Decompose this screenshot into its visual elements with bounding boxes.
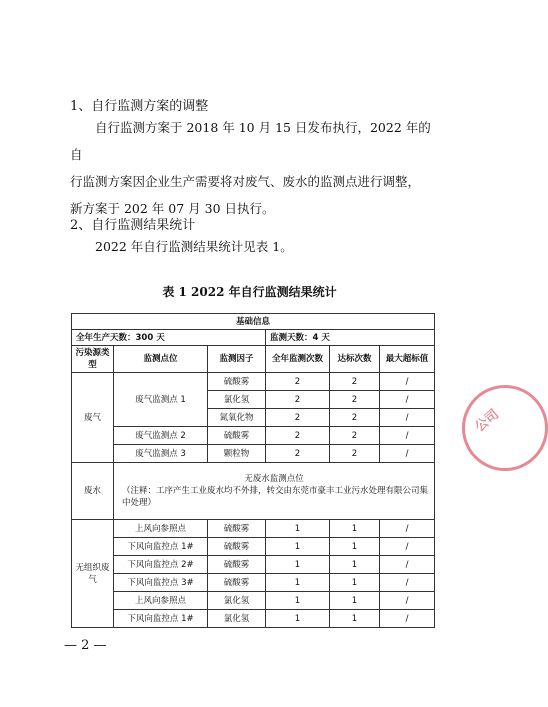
section1-line1: 自行监测方案于 2018 年 10 月 15 日发布执行，2022 年的自 (70, 120, 431, 162)
company-seal-stamp (462, 385, 548, 471)
factor-cell: 氮氧化物 (208, 409, 266, 427)
table-row (72, 427, 435, 445)
point-cell: 上风向参照点 (114, 592, 208, 610)
seal-text: 公司 (472, 406, 503, 436)
count-cell: 1 (266, 574, 330, 592)
table-row (72, 520, 435, 538)
point-cell: 废气监测点 2 (114, 427, 208, 445)
count-cell: 2 (266, 427, 330, 445)
max-cell: / (380, 427, 435, 445)
count-cell: 1 (266, 538, 330, 556)
max-cell: / (380, 445, 435, 463)
section2-heading: 2、自行监测结果统计 (70, 218, 196, 233)
wastewater-type: 废水 (72, 463, 114, 520)
header-point: 监测点位 (114, 346, 208, 373)
count-cell: 1 (266, 520, 330, 538)
compliance-cell: 2 (330, 373, 380, 391)
count-cell: 2 (266, 391, 330, 409)
table-row (72, 610, 435, 628)
factor-cell: 硫酸雾 (208, 574, 266, 592)
compliance-cell: 1 (330, 520, 380, 538)
header-factor: 监测因子 (208, 346, 266, 373)
table-row (72, 373, 435, 391)
table-caption: 表 1 2022 年自行监测结果统计 (162, 285, 337, 299)
max-cell: / (380, 520, 435, 538)
exhaust-point: 废气监测点 1 (114, 373, 208, 427)
count-cell: 1 (266, 592, 330, 610)
table-row (72, 538, 435, 556)
max-cell: / (380, 391, 435, 409)
table-row (72, 463, 435, 520)
count-cell: 2 (266, 409, 330, 427)
max-cell: / (380, 592, 435, 610)
max-cell: / (380, 556, 435, 574)
factor-cell: 硫酸雾 (208, 373, 266, 391)
section2-paragraph: 2022 年自行监测结果统计见表 1。 (95, 239, 293, 254)
compliance-cell: 1 (330, 574, 380, 592)
compliance-cell: 1 (330, 538, 380, 556)
point-cell: 下风向监控点 2# (114, 556, 208, 574)
count-cell: 1 (266, 610, 330, 628)
wastewater-note-cell (114, 463, 435, 520)
factor-cell: 硫酸雾 (208, 538, 266, 556)
compliance-cell: 1 (330, 610, 380, 628)
header-max-exceed: 最大超标值 (380, 346, 435, 373)
factor-cell: 氯化氢 (208, 592, 266, 610)
fugitive-type: 无组织废气 (72, 520, 114, 628)
point-cell: 下风向监控点 1# (114, 538, 208, 556)
max-cell: / (380, 409, 435, 427)
max-cell: / (380, 574, 435, 592)
factor-cell: 氯化氢 (208, 610, 266, 628)
max-cell: / (380, 610, 435, 628)
section1-paragraph (70, 114, 440, 222)
factor-cell: 硫酸雾 (208, 520, 266, 538)
factor-cell: 硫酸雾 (208, 556, 266, 574)
monitoring-days: 监测天数：4 天 (266, 330, 435, 346)
section1-heading: 1、自行监测方案的调整 (70, 99, 209, 114)
max-cell: / (380, 373, 435, 391)
production-days: 全年生产天数：300 天 (72, 330, 266, 346)
header-count: 全年监测次数 (266, 346, 330, 373)
section1-line2: 行监测方案因企业生产需要将对废气、废水的监测点进行调整， (70, 174, 421, 189)
table-row (72, 592, 435, 610)
header-source-type: 污染源类型 (72, 346, 114, 373)
point-cell: 废气监测点 3 (114, 445, 208, 463)
count-cell: 1 (266, 556, 330, 574)
compliance-cell: 2 (330, 409, 380, 427)
page-number: — 2 — (64, 638, 107, 653)
factor-cell: 颗粒物 (208, 445, 266, 463)
wastewater-note-line1: 无废水监测点位 (244, 474, 304, 484)
factor-cell: 氯化氢 (208, 391, 266, 409)
table-row (72, 574, 435, 592)
wastewater-note-line2: （注释：工序产生工业废水均不外排，转交由东莞市豪丰工业污水处理有限公司集中处理） (122, 486, 429, 508)
table-row (72, 445, 435, 463)
point-cell: 上风向参照点 (114, 520, 208, 538)
compliance-cell: 1 (330, 556, 380, 574)
point-cell: 下风向监控点 1# (114, 610, 208, 628)
factor-cell: 硫酸雾 (208, 427, 266, 445)
count-cell: 2 (266, 373, 330, 391)
monitoring-results-table (71, 313, 435, 628)
count-cell: 2 (266, 445, 330, 463)
table-row (72, 556, 435, 574)
compliance-cell: 2 (330, 427, 380, 445)
section1-line3: 新方案于 202 年 07 月 30 日执行。 (70, 201, 275, 216)
basic-info-title: 基础信息 (72, 314, 435, 330)
exhaust-type: 废气 (72, 373, 114, 463)
compliance-cell: 1 (330, 592, 380, 610)
header-compliance: 达标次数 (330, 346, 380, 373)
compliance-cell: 2 (330, 445, 380, 463)
max-cell: / (380, 538, 435, 556)
point-cell: 下风向监控点 3# (114, 574, 208, 592)
compliance-cell: 2 (330, 391, 380, 409)
